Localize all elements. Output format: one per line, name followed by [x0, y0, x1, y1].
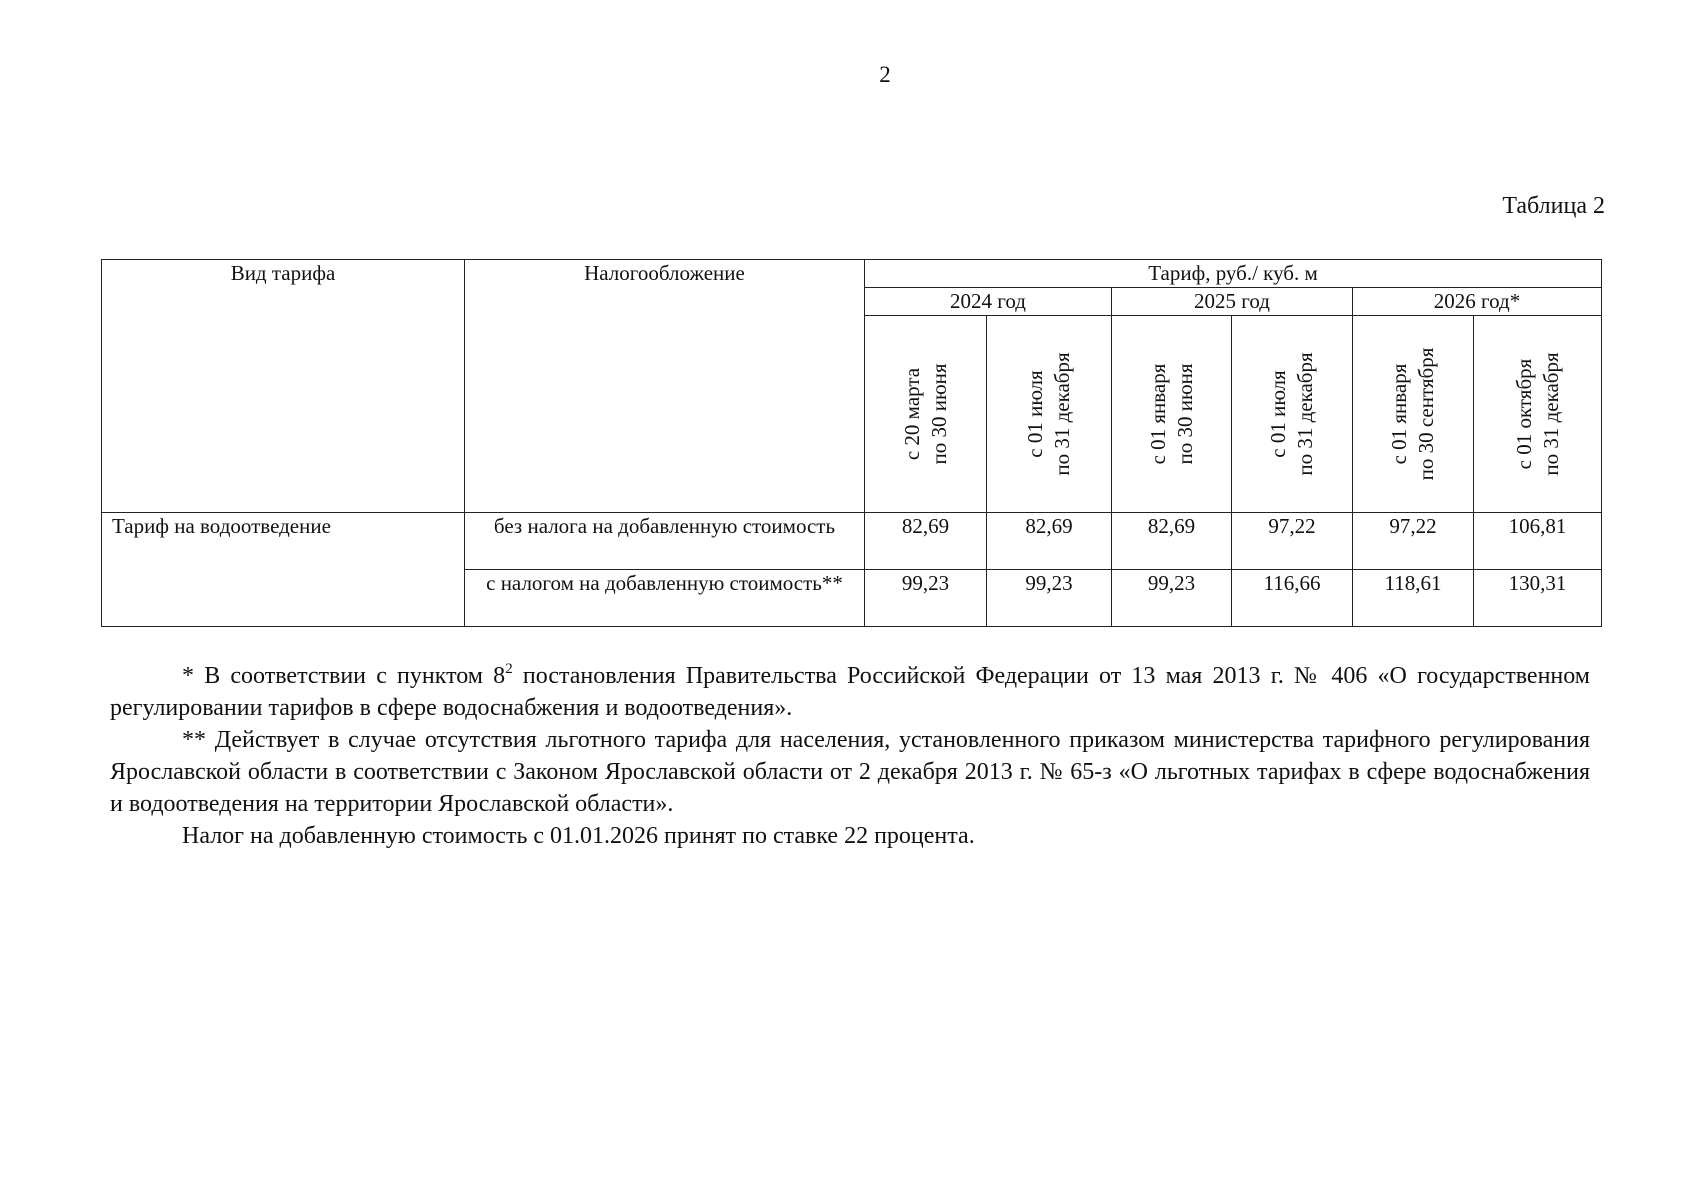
value-cell: 82,69 [987, 513, 1112, 570]
value-cell: 99,23 [987, 570, 1112, 627]
period-line: по 30 июня [1172, 363, 1197, 465]
header-period [865, 316, 987, 513]
value-cell: 97,22 [1353, 513, 1474, 570]
period-line: по 31 декабря [1538, 352, 1563, 476]
period-line: по 30 июня [926, 363, 951, 465]
header-year-2024: 2024 год [865, 288, 1112, 316]
header-period [1474, 316, 1602, 513]
header-year-2026: 2026 год* [1353, 288, 1602, 316]
period-line: по 30 сентября [1414, 347, 1438, 481]
header-period [987, 316, 1112, 513]
header-year-2025: 2025 год [1112, 288, 1353, 316]
value-cell: 118,61 [1353, 570, 1474, 627]
table-caption: Таблица 2 [1502, 193, 1605, 219]
footnote-1-text: * В соответствии с пунктом 8 [182, 663, 506, 689]
value-cell: 116,66 [1232, 570, 1353, 627]
taxation-cell: без налога на добавленную стоимость [465, 513, 865, 570]
footnote-2: ** Действует в случае отсутствия льготного тарифа для населения, установленного приказом министерства тарифного регулирования Ярославской области в соответствии с Законом Ярославской области от 2 декабря 2013 г. № 65-з «О льготных тарифах в сфере водоснабжения и водоотведения на территории Ярославской области». [110, 727, 1590, 817]
header-period [1232, 316, 1353, 513]
value-cell: 99,23 [1112, 570, 1232, 627]
footnote-1-text-cont: постановления Правительства Российской Федерации от 13 мая 2013 г. № 406 «О государственном регулировании тарифов в сфере водоснабжения и водоотведения». [110, 663, 1590, 721]
value-cell: 82,69 [1112, 513, 1232, 570]
header-taxation: Налогообложение [465, 260, 865, 513]
footnotes [110, 660, 1590, 852]
period-line: с 01 января [1145, 363, 1170, 465]
tariff-type-cell: Тариф на водоотведение [102, 513, 465, 627]
period-line: с 01 октября [1511, 358, 1536, 470]
header-period [1353, 316, 1474, 513]
value-cell: 97,22 [1232, 513, 1353, 570]
tariff-table [101, 259, 1602, 627]
value-cell: 82,69 [865, 513, 987, 570]
period-line: с 20 марта [899, 367, 924, 461]
period-line: по 31 декабря [1293, 352, 1317, 476]
period-line: с 01 июля [1023, 370, 1047, 458]
footnote-1 [110, 660, 1590, 724]
footnote-vat-note: Налог на добавленную стоимость с 01.01.2026 принят по ставке 22 процента. [182, 823, 975, 849]
header-tariff-unit: Тариф, руб./ куб. м [865, 260, 1602, 288]
taxation-cell: с налогом на добавленную стоимость** [465, 570, 865, 627]
period-line: с 01 января [1387, 363, 1411, 465]
table-row [102, 513, 1602, 570]
value-cell: 130,31 [1474, 570, 1602, 627]
value-cell: 99,23 [865, 570, 987, 627]
period-line: по 31 декабря [1050, 352, 1074, 476]
header-period [1112, 316, 1232, 513]
period-line: с 01 июля [1266, 370, 1290, 458]
value-cell: 106,81 [1474, 513, 1602, 570]
footnote-1-superscript: 2 [505, 661, 513, 677]
header-tariff-type: Вид тарифа [102, 260, 465, 513]
page-number: 2 [879, 62, 891, 87]
